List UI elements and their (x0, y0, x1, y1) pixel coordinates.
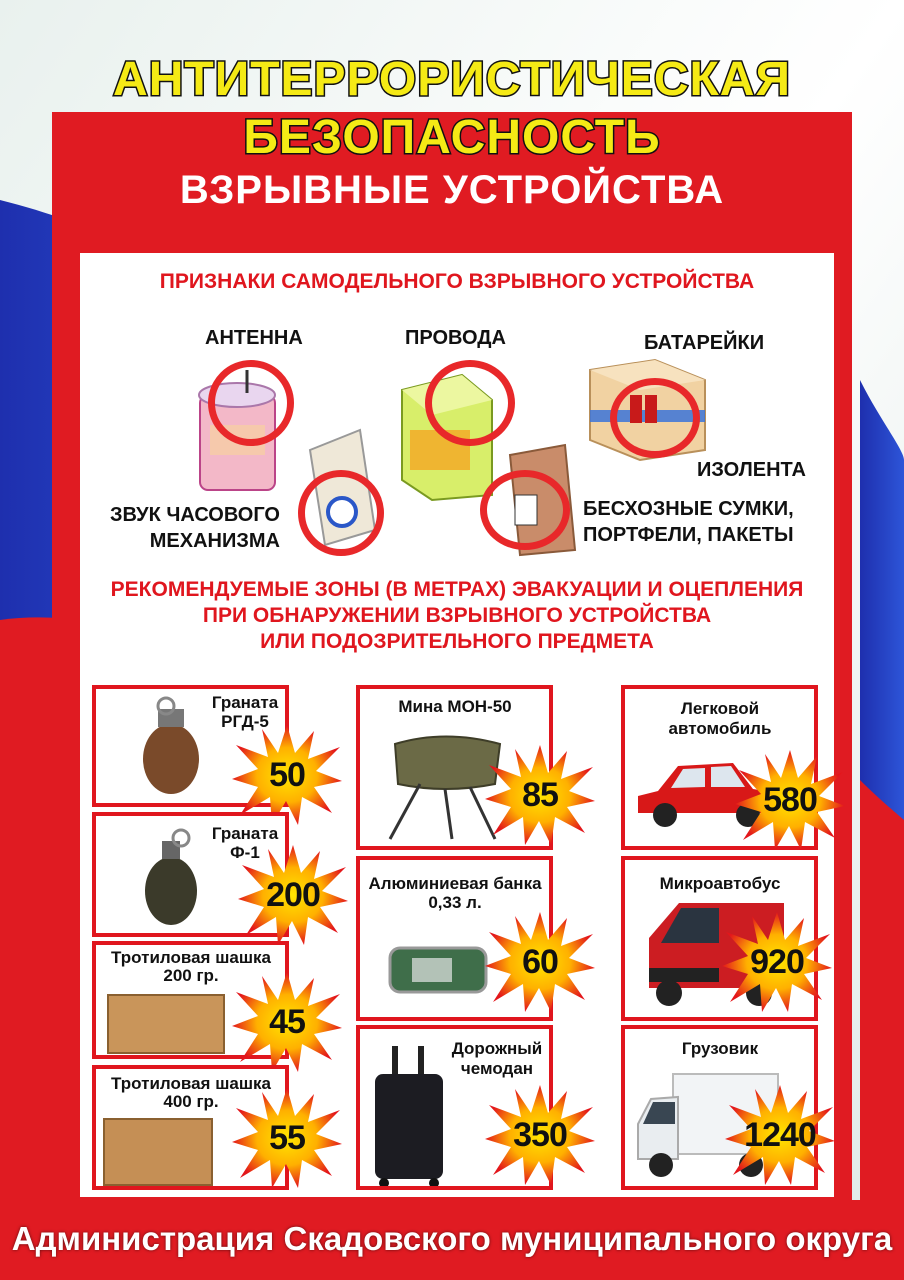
minibus-label-line1: Микроавтобус (659, 874, 781, 893)
burst-suitcase (485, 1085, 595, 1185)
label-batteries: БАТАРЕЙКИ (644, 332, 765, 354)
evacuation-heading-line2: ПРИ ОБНАРУЖЕНИИ ВЗРЫВНОГО УСТРОЙСТВА (202, 604, 712, 627)
suitcase-label-line1: Дорожный (451, 1039, 543, 1058)
can-zone-value: 60 (522, 942, 558, 981)
label-bags-line1: БЕСХОЗНЫЕ СУМКИ, (583, 498, 794, 520)
evacuation-heading-line1: РЕКОМЕНДУЕМЫЕ ЗОНЫ (В МЕТРАХ) ЭВАКУАЦИИ И ОЦЕПЛЕНИЯ (110, 578, 804, 601)
burst-tnt400 (232, 1088, 342, 1188)
suitcase-illustration (370, 1044, 450, 1189)
poster-title-line2: БЕЗОПАСНОСТЬ (243, 111, 661, 164)
evacuation-heading-line3: ИЛИ ПОДОЗРИТЕЛЬНОГО ПРЕДМЕТА (260, 630, 654, 653)
car-label-line2: автомобиль (668, 719, 772, 738)
aluminum-can-illustration (382, 940, 492, 1000)
rgd5-zone-value: 50 (269, 755, 305, 794)
f1-label-line1: Граната (211, 824, 279, 843)
burst-mon50 (485, 745, 595, 845)
rgd5-label-line1: Граната (211, 693, 279, 712)
burst-f1 (238, 845, 348, 945)
tnt400-label-line2: 400 гр. (163, 1092, 219, 1111)
tnt400-label-line1: Тротиловая шашка (111, 1074, 271, 1093)
tnt200-label-line2: 200 гр. (163, 966, 219, 985)
label-clock-line1: ЗВУК ЧАСОВОГО (109, 504, 280, 526)
burst-rgd5 (232, 725, 342, 825)
label-antenna: АНТЕННА (205, 327, 303, 349)
can-label-line2: 0,33 л. (428, 893, 482, 912)
car-label-line1: Легковой (680, 699, 760, 718)
burst-truck (725, 1085, 835, 1185)
burst-tnt200 (232, 972, 342, 1072)
clock-highlight-ring (298, 470, 384, 556)
tnt400-zone-value: 55 (269, 1118, 305, 1157)
antenna-highlight-ring (208, 360, 294, 446)
f1-label-line2: Ф-1 (230, 843, 260, 862)
tnt200-label-line1: Тротиловая шашка (111, 948, 271, 967)
suitcase-label-line2: чемодан (460, 1059, 534, 1078)
batteries-highlight-ring (610, 378, 700, 458)
can-label-line1: Алюминиевая банка (368, 874, 542, 893)
grenade-f1-illustration (136, 826, 206, 931)
car-zone-value: 580 (763, 780, 817, 819)
wires-highlight-ring (425, 360, 515, 446)
minibus-zone-value: 920 (750, 942, 804, 981)
label-wires: ПРОВОДА (405, 327, 506, 349)
burst-can (485, 912, 595, 1012)
f1-zone-value: 200 (266, 875, 320, 914)
tnt200-zone-value: 45 (269, 1002, 305, 1041)
footer-administration: Администрация Скадовского муниципального округа (11, 1220, 893, 1257)
tnt-400-block-illustration (102, 1117, 214, 1187)
poster-title-line1: АНТИТЕРРОРИСТИЧЕСКАЯ (113, 53, 791, 106)
truck-label-line1: Грузовик (681, 1039, 759, 1058)
bag-highlight-ring (480, 470, 570, 550)
suitcase-zone-value: 350 (513, 1115, 567, 1154)
mon50-label-line1: Мина МОН-50 (398, 697, 512, 716)
burst-car (735, 750, 845, 850)
burst-minibus (722, 912, 832, 1012)
tnt-200-block-illustration (106, 993, 226, 1055)
rgd5-label-line2: РГД-5 (221, 712, 269, 731)
label-tape: ИЗОЛЕНТА (697, 459, 806, 481)
truck-zone-value: 1240 (744, 1115, 816, 1154)
signs-heading: ПРИЗНАКИ САМОДЕЛЬНОГО ВЗРЫВНОГО УСТРОЙСТВА (159, 270, 755, 293)
mon50-zone-value: 85 (522, 775, 558, 814)
label-bags-line2: ПОРТФЕЛИ, ПАКЕТЫ (583, 524, 794, 546)
label-clock-line2: МЕХАНИЗМА (149, 530, 280, 552)
poster-subtitle: ВЗРЫВНЫЕ УСТРОЙСТВА (179, 168, 725, 212)
grenade-rgd5-illustration (136, 694, 206, 799)
